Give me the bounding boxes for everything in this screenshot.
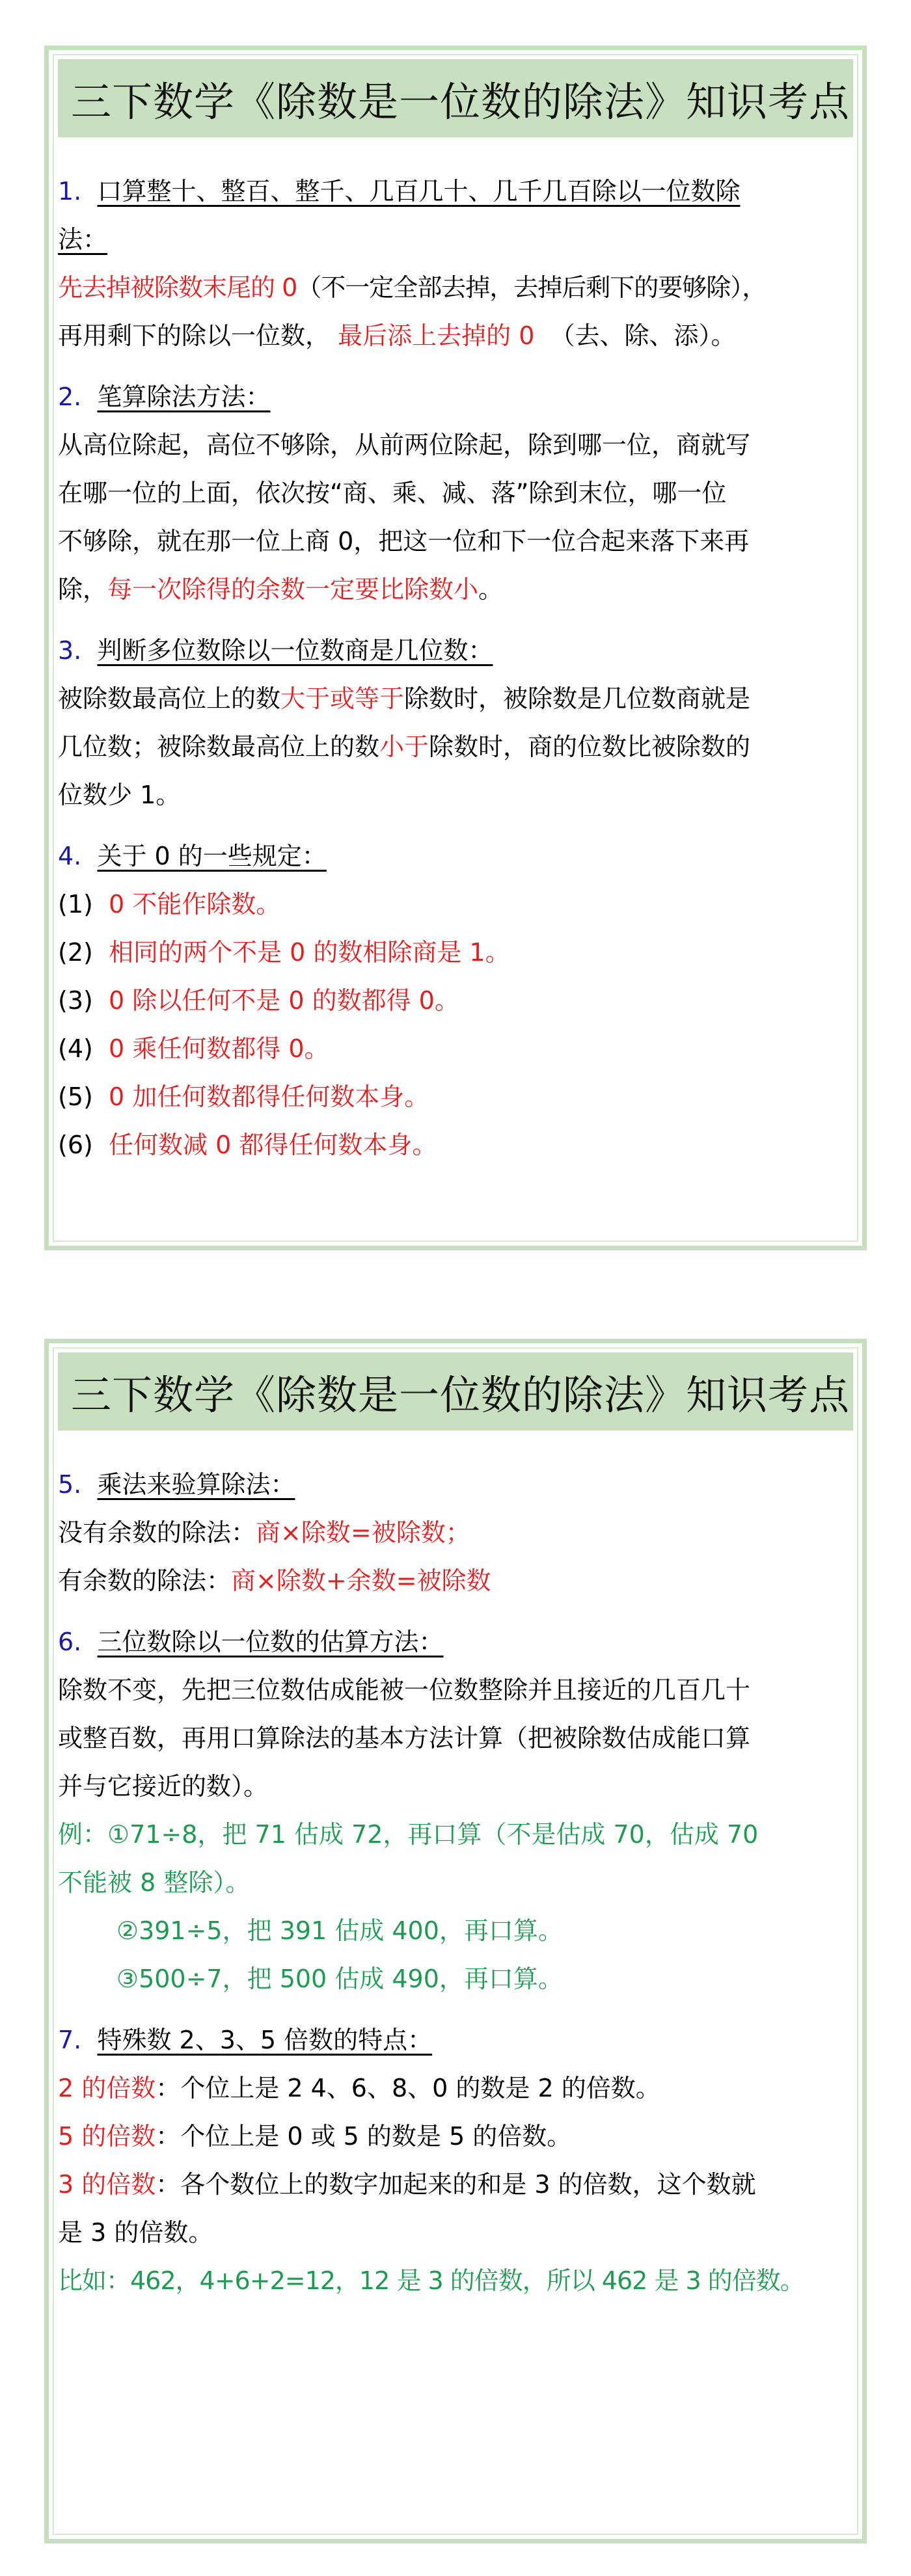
- rule-label: (1): [58, 890, 93, 919]
- body-text: 几位数；被除数最高位上的数: [58, 732, 380, 761]
- body-text: 是 3 的倍数。: [58, 2218, 213, 2247]
- section-heading: 笔算除法方法：: [97, 382, 271, 411]
- body-text: 并与它接近的数）。: [58, 1772, 269, 1801]
- key-point: 商×除数+余数=被除数: [231, 1566, 491, 1595]
- body-text: 除，: [58, 575, 108, 604]
- body-text: 不够除，就在那一位上商 0，把这一位和下一位合起来落下来再: [58, 527, 750, 556]
- section-6: [58, 1618, 853, 2003]
- body-text: ：各个数位上的数字加起来的和是 3 的倍数，这个数就: [156, 2170, 756, 2199]
- body-text: ：个位上是 2 4、6、8、0 的数是 2 的倍数。: [156, 2074, 660, 2102]
- body-text: 位数少 1。: [58, 781, 181, 809]
- body-text: 被除数最高位上的数: [58, 684, 281, 713]
- rule-item: [58, 1073, 853, 1121]
- section-heading: 特殊数 2、3、5 倍数的特点：: [97, 2026, 433, 2054]
- section-number: 7.: [58, 2026, 82, 2054]
- section-7: [58, 2016, 853, 2305]
- key-point: 商×除数=被除数；: [256, 1518, 470, 1547]
- rule-label: (4): [58, 1034, 93, 1063]
- example-text: 不能被 8 整除）。: [58, 1868, 251, 1897]
- section-heading: 判断多位数除以一位数商是几位数：: [97, 636, 493, 665]
- section-2: [58, 373, 853, 613]
- section-3: [58, 626, 853, 819]
- body-text: 除数不变，先把三位数估成能被一位数整除并且接近的几百几十: [58, 1676, 751, 1704]
- key-point: 3 的倍数: [58, 2170, 156, 2199]
- rule-item: [58, 1025, 853, 1073]
- knowledge-card-1: [44, 46, 867, 1250]
- knowledge-card-2: [44, 1339, 867, 2543]
- rule-text: 相同的两个不是 0 的数相除商是 1。: [109, 938, 510, 967]
- key-point: 每一次除得的余数一定要比除数小: [107, 575, 479, 604]
- example-text: 比如：462，4+6+2=12，12 是 3 的倍数，所以 462 是 3 的倍数。: [58, 2266, 804, 2295]
- body-text: 。: [478, 575, 504, 604]
- key-point: 2 的倍数: [58, 2074, 156, 2102]
- key-point: 先去掉被除数末尾的 0: [58, 273, 297, 302]
- body-text: 除数时，商的位数比被除数的: [429, 732, 751, 761]
- rule-item: [58, 880, 853, 928]
- section-number: 5.: [58, 1470, 82, 1499]
- section-number: 3.: [58, 636, 82, 665]
- section-4: [58, 832, 853, 1169]
- body-text: 除数时，被除数是几位数商就是: [404, 684, 751, 713]
- rule-text: 0 加任何数都得任何数本身。: [109, 1082, 429, 1111]
- key-point: 5 的倍数: [58, 2122, 156, 2151]
- body-text: ：个位上是 0 或 5 的数是 5 的倍数。: [156, 2122, 572, 2151]
- example-text: ②391÷5，把 391 估成 400，再口算。: [116, 1916, 563, 1945]
- section-number: 4.: [58, 842, 82, 870]
- rule-text: 0 不能作除数。: [109, 890, 281, 919]
- body-text: 没有余数的除法：: [58, 1518, 256, 1547]
- body-text: 从高位除起，高位不够除，从前两位除起，除到哪一位，商就写: [58, 431, 751, 459]
- example-text: 例：①71÷8，把 71 估成 72，再口算（不是估成 70，估成 70: [58, 1820, 759, 1849]
- section-number: 6.: [58, 1628, 82, 1656]
- card-title: 三下数学《除数是一位数的除法》知识考点: [58, 1352, 853, 1430]
- card-content: [58, 167, 853, 1169]
- key-point: 小于: [379, 732, 429, 761]
- rule-text: 任何数减 0 都得任何数本身。: [109, 1131, 437, 1159]
- section-number: 1.: [58, 177, 82, 206]
- rule-item: [58, 1121, 853, 1169]
- rule-label: (6): [58, 1131, 93, 1159]
- card-content: [58, 1460, 853, 2305]
- body-text: （去、除、添）。: [550, 321, 736, 350]
- rule-label: (5): [58, 1082, 93, 1111]
- body-text: 或整百数，再用口算除法的基本方法计算（把被除数估成能口算: [58, 1724, 751, 1752]
- rule-text: 0 乘任何数都得 0。: [109, 1034, 329, 1063]
- key-point: 大于或等于: [280, 684, 405, 713]
- body-text: 有余数的除法：: [58, 1566, 232, 1595]
- rule-label: (2): [58, 938, 93, 967]
- section-number: 2.: [58, 382, 82, 411]
- section-heading: 三位数除以一位数的估算方法：: [97, 1628, 444, 1656]
- key-point: 最后添上去掉的 0: [338, 321, 535, 350]
- section-heading: 乘法来验算除法：: [97, 1470, 295, 1499]
- section-heading-cont: 法：: [58, 225, 108, 254]
- rule-label: (3): [58, 986, 93, 1015]
- rule-text: 0 除以任何不是 0 的数都得 0。: [109, 986, 459, 1015]
- example-text: ③500÷7，把 500 估成 490，再口算。: [116, 1965, 563, 1993]
- body-text: 再用剩下的除以一位数，: [58, 321, 331, 350]
- section-5: [58, 1460, 853, 1605]
- section-1: [58, 167, 853, 360]
- body-text: （不一定全部去掉，去掉后剩下的要够除），: [297, 273, 767, 302]
- body-text: 在哪一位的上面，依次按“商、乘、减、落”除到末位，哪一位: [58, 479, 727, 507]
- section-heading: 口算整十、整百、整千、几百几十、几千几百除以一位数除: [97, 177, 741, 206]
- card-title: 三下数学《除数是一位数的除法》知识考点: [58, 59, 853, 137]
- rule-item: [58, 976, 853, 1025]
- rule-item: [58, 928, 853, 976]
- section-heading: 关于 0 的一些规定：: [97, 842, 327, 870]
